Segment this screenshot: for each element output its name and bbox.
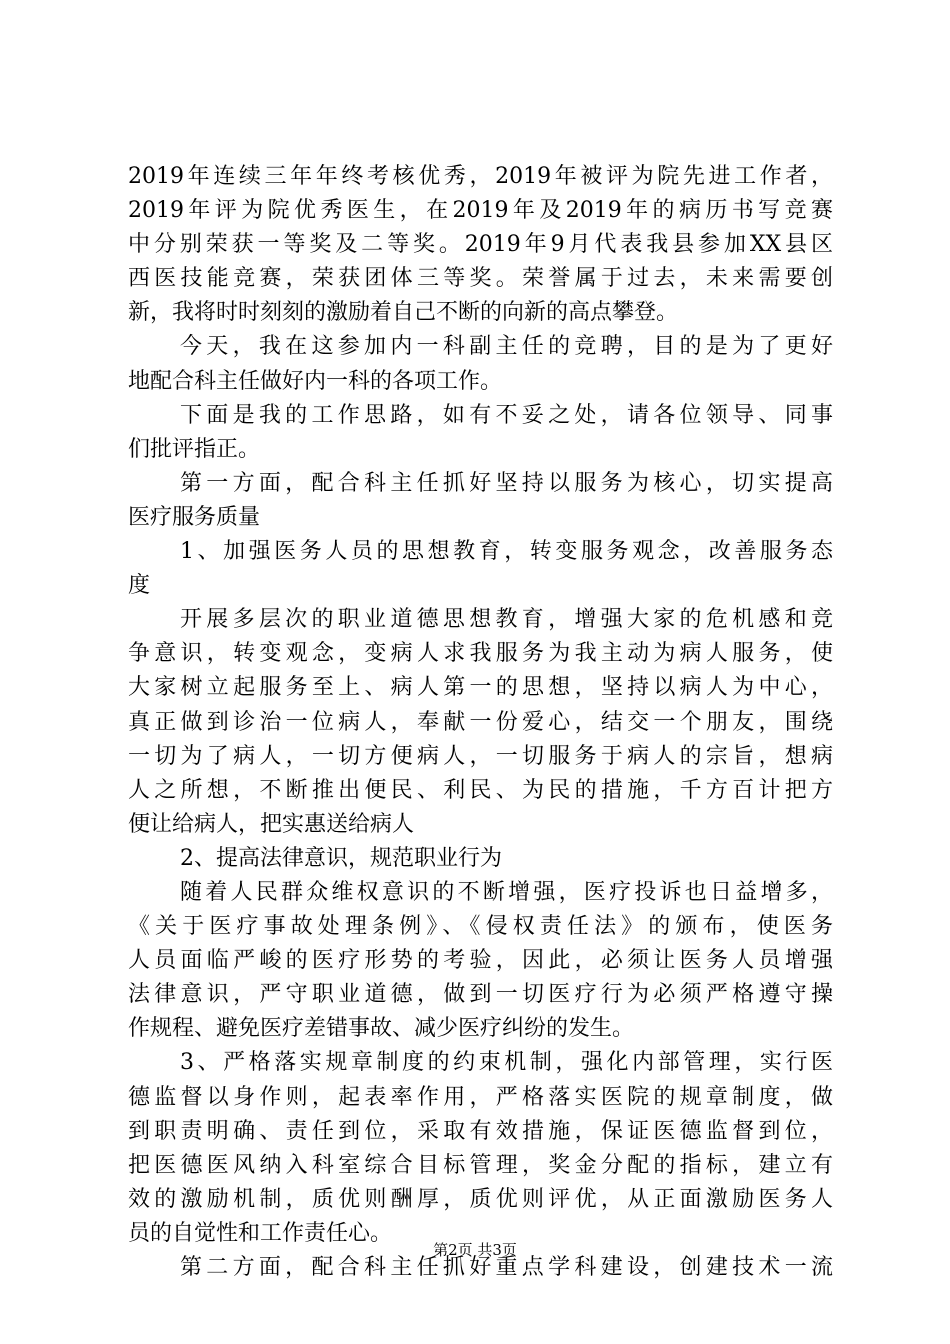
text-line: 西医技能竞赛，荣获团体三等奖。荣誉属于过去，未来需要创 [128,266,833,292]
text-line: 们批评指正。 [128,436,261,462]
text-line: 真正做到诊治一位病人，奉献一份爱心，结交一个朋友，围绕 [128,709,833,735]
text-line: 《关于医疗事故处理条例》、《侵权责任法》的颁布，使医务 [128,914,833,940]
text-line: 一切为了病人，一切方便病人，一切服务于病人的宗旨，想病 [128,743,833,769]
text-line: 效的激励机制，质优则酬厚，质优则评优，从正面激励医务人 [128,1186,833,1212]
text-line: 法律意识，严守职业道德，做到一切医疗行为必须严格遵守操 [128,982,833,1008]
text-line: 新，我将时时刻刻的激励着自己不断的向新的高点攀登。 [128,300,679,326]
text-line: 随着人民群众维权意识的不断增强，医疗投诉也日益增多， [180,879,833,905]
text-line: 医疗服务质量 [128,504,261,530]
text-line: 把医德医风纳入科室综合目标管理，奖金分配的指标，建立有 [128,1152,833,1178]
text-line: 2019年连续三年年终考核优秀，2019年被评为院先进工作者， [128,164,833,189]
text-line: 中分别荣获一等奖及二等奖。2019年9月代表我县参加XX县区 [128,232,833,258]
text-line: 度 [128,573,151,599]
text-line: 今天，我在这参加内一科副主任的竞聘，目的是为了更好 [180,334,833,360]
text-line: 3、严格落实规章制度的约束机制，强化内部管理，实行医 [180,1050,833,1076]
text-line: 员的自觉性和工作责任心。 [128,1220,393,1246]
document-body [128,160,833,1285]
text-line: 到职责明确、责任到位，采取有效措施，保证医德监督到位， [128,1118,833,1144]
text-line: 人员面临严峻的医疗形势的考验，因此，必须让医务人员增强 [128,948,833,974]
text-line: 第二方面，配合科主任抓好重点学科建设，创建技术一流 [180,1255,833,1280]
text-line: 第一方面，配合科主任抓好坚持以服务为核心，切实提高 [180,470,833,496]
text-line: 便让给病人，把实惠送给病人 [128,811,415,837]
text-line: 人之所想，不断推出便民、利民、为民的措施，千方百计把方 [128,777,833,803]
text-line: 作规程、避免医疗差错事故、减少医疗纠纷的发生。 [128,1016,635,1042]
text-line: 2、提高法律意识，规范职业行为 [180,845,502,871]
text-line: 开展多层次的职业道德思想教育，增强大家的危机感和竞 [180,607,833,633]
text-line: 大家树立起服务至上、病人第一的思想，坚持以病人为中心， [128,675,833,701]
text-line: 1、加强医务人员的思想教育，转变服务观念，改善服务态 [180,539,833,565]
text-line: 下面是我的工作思路，如有不妥之处，请各位领导、同事 [180,402,833,428]
text-line: 2019年评为院优秀医生，在2019年及2019年的病历书写竞赛 [128,198,833,224]
text-line: 德监督以身作则，起表率作用，严格落实医院的规章制度，做 [128,1084,833,1110]
text-line: 争意识，转变观念，变病人求我服务为我主动为病人服务，使 [128,641,833,667]
text-line: 地配合科主任做好内一科的各项工作。 [128,368,503,394]
page-footer: 第2页 共3页 [433,1241,517,1259]
